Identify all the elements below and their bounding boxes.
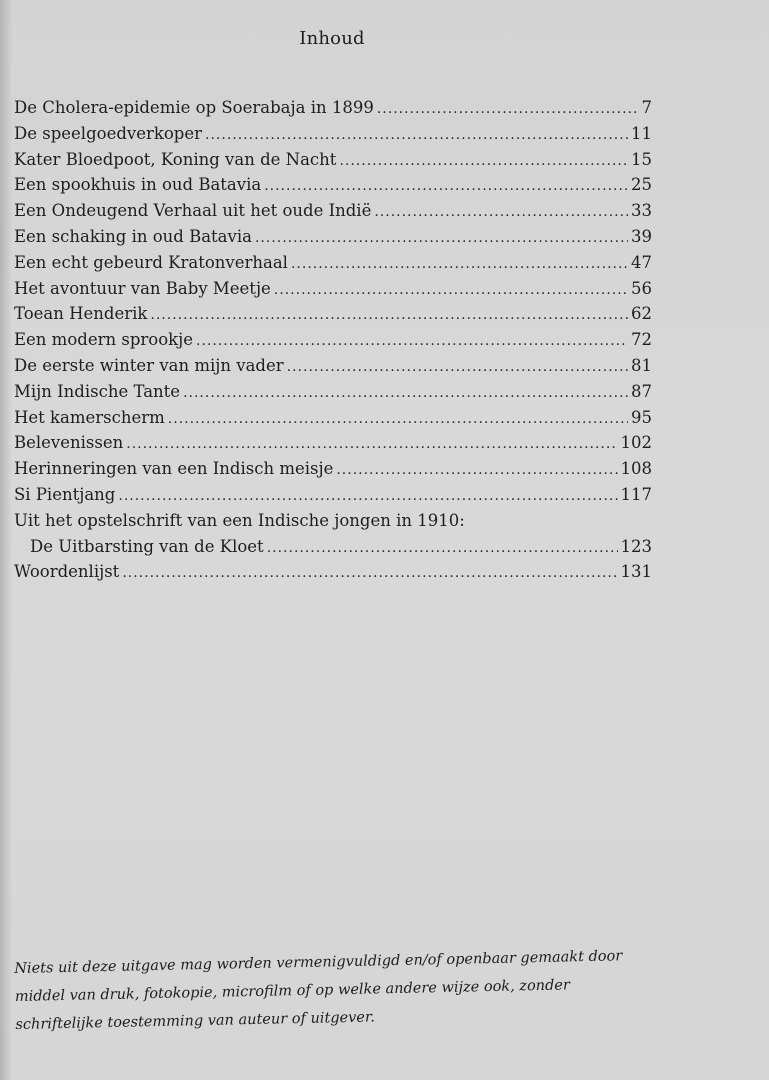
toc-entry-page: 131 [620,562,652,582]
toc-entry-title: Een schaking in oud Batavia [14,226,252,246]
toc-entry [14,198,652,224]
toc-entry [14,250,652,276]
toc-entry [14,534,652,560]
toc-entry-page: 39 [631,226,652,246]
toc-entry-title: De speelgoedverkoper [14,123,203,143]
page-edge-shadow [0,0,12,1080]
copyright-notice-line: schriftelijke toestemming van auteur of uitgever. [15,1009,376,1033]
toc-leader-dots [264,174,628,200]
toc-leader-dots [287,355,628,381]
toc-entry [14,327,652,353]
toc-leader-dots [168,407,628,433]
toc-entry [14,379,652,405]
toc-leader-dots [118,484,617,510]
toc-entry-title: Het kamerscherm [14,407,165,427]
toc-leader-dots [377,97,639,123]
toc-entry-heading [14,508,652,534]
toc-entry [14,172,652,198]
toc-entry-page: 56 [631,278,652,298]
toc-entry [14,559,652,585]
toc-entry-title: Het avontuur van Baby Meetje [14,278,271,298]
toc-entry [14,482,652,508]
toc-leader-dots [205,123,628,149]
toc-entry-title: De Uitbarsting van de Kloet [30,536,264,556]
toc-entry-page: 95 [631,407,652,427]
toc-entry-title: Een modern sprookje [14,330,194,350]
toc-entry-page: 33 [631,201,652,221]
toc-leader-dots [126,432,617,458]
toc-entry-page: 7 [641,98,652,117]
page-title: Inhoud [299,28,365,49]
toc-entry-title: Woordenlijst [14,562,120,582]
toc-leader-dots [255,226,628,252]
toc-entry-page: 15 [631,149,652,169]
toc-leader-dots [339,149,628,175]
toc-entry-page: 108 [620,459,652,479]
toc-leader-dots [274,278,628,304]
copyright-notice-line: middel van druk, fotokopie, microfilm of op welke andere wijze ook, zonder [14,977,571,1005]
toc-entry-page: 25 [631,175,652,195]
toc-leader-dots [336,458,617,484]
toc-entry-title: Si Pientjang [14,484,116,504]
toc-entry-title: Mijn Indische Tante [14,381,181,401]
toc-entry-page: 72 [631,330,652,350]
toc-entry [14,405,652,431]
toc-entry-page: 47 [631,252,652,272]
toc-leader-dots [267,536,618,562]
toc-entry [14,353,652,379]
toc-entry-title: Herinneringen van een Indisch meisje [14,459,334,479]
toc-entry-page: 117 [620,484,652,504]
toc-entry-page: 11 [631,123,652,143]
toc-leader-dots [150,303,628,329]
toc-leader-dots [183,381,628,407]
copyright-notice-line: Niets uit deze uitgave mag worden vermenigvuldigd en/of openbaar gemaakt door [14,948,623,977]
toc-entry-title: Een spookhuis in oud Batavia [14,175,262,195]
toc-entry-title: De eerste winter van mijn vader [14,355,284,375]
toc-leader-dots [291,252,628,278]
copyright-notice [14,941,666,1039]
toc-entry [14,430,652,456]
table-of-contents [14,95,652,585]
toc-entry [14,456,652,482]
toc-entry-title: De Cholera-epidemie op Soerabaja in 1899 [14,98,374,117]
toc-entry-page: 102 [620,433,652,453]
toc-entry-title: Belevenissen [14,433,124,453]
toc-entry-title: Kater Bloedpoot, Koning van de Nacht [14,149,337,169]
toc-entry [14,95,652,121]
toc-entry-page: 87 [631,381,652,401]
toc-entry-title: Een Ondeugend Verhaal uit het oude Indië [14,201,372,221]
toc-entry [14,147,652,173]
toc-entry-title: Toean Henderik [14,304,148,324]
toc-leader-dots [374,200,628,226]
toc-entry [14,224,652,250]
toc-leader-dots [196,329,628,355]
toc-entry [14,301,652,327]
toc-leader-dots [122,561,617,587]
toc-entry [14,276,652,302]
toc-entry-title: Uit het opstelschrift van een Indische jongen in 1910: [14,510,465,530]
toc-entry-title: Een echt gebeurd Kratonverhaal [14,252,288,272]
toc-entry-page: 123 [620,536,652,556]
toc-entry [14,121,652,147]
toc-entry-page: 62 [631,304,652,324]
toc-entry-page: 81 [631,355,652,375]
